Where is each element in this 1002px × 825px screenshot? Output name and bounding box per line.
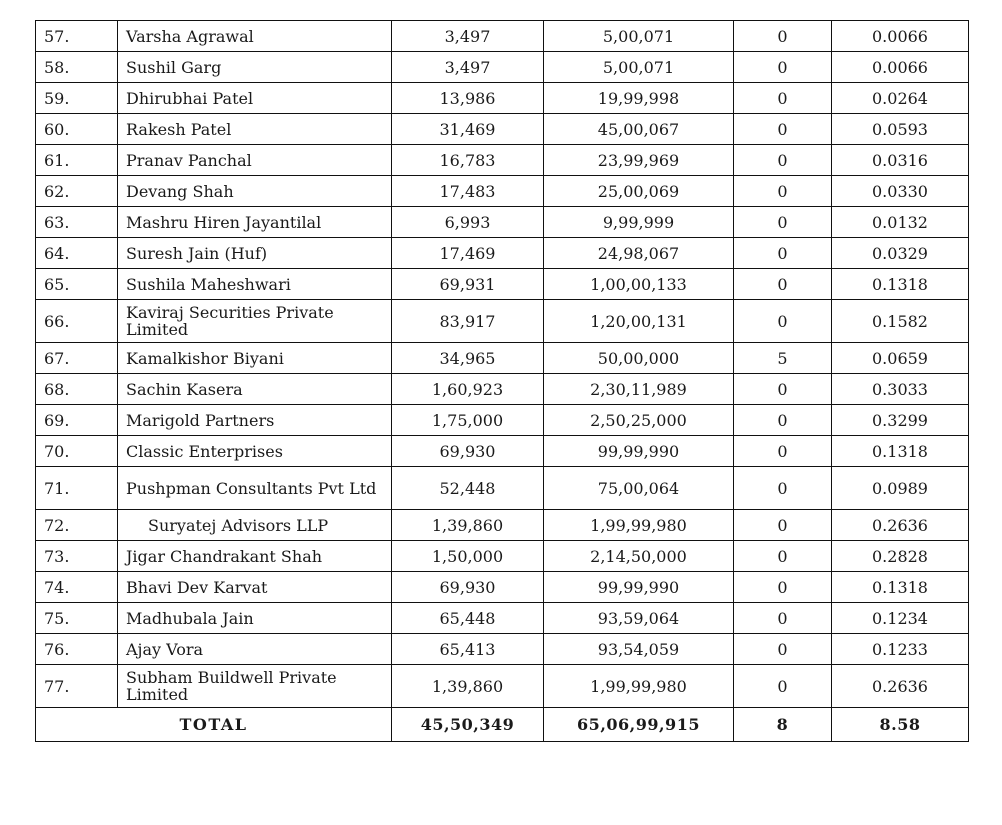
- percentage: 0.1233: [832, 634, 969, 665]
- equity-shares: 17,469: [392, 238, 544, 269]
- percentage: 0.0659: [832, 343, 969, 374]
- allottee-name: Bhavi Dev Karvat: [118, 572, 392, 603]
- serial-number: 69.: [36, 405, 118, 436]
- amount: 24,98,067: [544, 238, 734, 269]
- percentage: 0.1318: [832, 269, 969, 300]
- total-equity-shares: 45,50,349: [392, 708, 544, 742]
- amount: 2,14,50,000: [544, 541, 734, 572]
- column-value: 0: [734, 52, 832, 83]
- table-row: [36, 541, 969, 572]
- serial-number: 72.: [36, 510, 118, 541]
- allottee-name: Ajay Vora: [118, 634, 392, 665]
- table-row: [36, 436, 969, 467]
- table-row: [36, 21, 969, 52]
- column-value: 0: [734, 114, 832, 145]
- column-value: 0: [734, 374, 832, 405]
- column-value: 0: [734, 176, 832, 207]
- amount: 75,00,064: [544, 467, 734, 510]
- column-value: 0: [734, 541, 832, 572]
- equity-shares: 16,783: [392, 145, 544, 176]
- column-value: 5: [734, 343, 832, 374]
- equity-shares: 65,448: [392, 603, 544, 634]
- percentage: 0.3299: [832, 405, 969, 436]
- column-value: 0: [734, 436, 832, 467]
- column-value: 0: [734, 238, 832, 269]
- allottee-name: Pushpman Consultants Pvt Ltd: [118, 467, 392, 510]
- percentage: 0.0066: [832, 52, 969, 83]
- equity-shares: 52,448: [392, 467, 544, 510]
- amount: 25,00,069: [544, 176, 734, 207]
- total-row: [36, 708, 969, 742]
- amount: 23,99,969: [544, 145, 734, 176]
- table-row: [36, 467, 969, 510]
- percentage: 0.0132: [832, 207, 969, 238]
- column-value: 0: [734, 510, 832, 541]
- serial-number: 59.: [36, 83, 118, 114]
- allottee-name: Madhubala Jain: [118, 603, 392, 634]
- allottee-name: Rakesh Patel: [118, 114, 392, 145]
- serial-number: 58.: [36, 52, 118, 83]
- equity-shares: 13,986: [392, 83, 544, 114]
- allottee-name: Marigold Partners: [118, 405, 392, 436]
- total-column-value: 8: [734, 708, 832, 742]
- column-value: 0: [734, 665, 832, 708]
- column-value: 0: [734, 300, 832, 343]
- table-row: [36, 114, 969, 145]
- table-row: [36, 510, 969, 541]
- equity-shares: 34,965: [392, 343, 544, 374]
- amount: 19,99,998: [544, 83, 734, 114]
- percentage: 0.1582: [832, 300, 969, 343]
- percentage: 0.0330: [832, 176, 969, 207]
- allottee-name: Sachin Kasera: [118, 374, 392, 405]
- equity-shares: 3,497: [392, 21, 544, 52]
- serial-number: 68.: [36, 374, 118, 405]
- column-value: 0: [734, 467, 832, 510]
- amount: 93,54,059: [544, 634, 734, 665]
- allottee-name: Kamalkishor Biyani: [118, 343, 392, 374]
- equity-shares: 69,931: [392, 269, 544, 300]
- equity-shares: 31,469: [392, 114, 544, 145]
- amount: 5,00,071: [544, 21, 734, 52]
- table-row: [36, 145, 969, 176]
- column-value: 0: [734, 21, 832, 52]
- allottee-name: Pranav Panchal: [118, 145, 392, 176]
- serial-number: 62.: [36, 176, 118, 207]
- equity-shares: 3,497: [392, 52, 544, 83]
- percentage: 0.3033: [832, 374, 969, 405]
- serial-number: 64.: [36, 238, 118, 269]
- allottee-name: Kaviraj Securities Private Limited: [118, 300, 392, 343]
- table-row: [36, 343, 969, 374]
- equity-shares: 1,60,923: [392, 374, 544, 405]
- allottee-table: [35, 20, 969, 742]
- percentage: 0.1318: [832, 436, 969, 467]
- allottee-table-body: [36, 21, 969, 742]
- serial-number: 60.: [36, 114, 118, 145]
- table-row: [36, 603, 969, 634]
- allottee-name: Varsha Agrawal: [118, 21, 392, 52]
- table-row: [36, 665, 969, 708]
- serial-number: 65.: [36, 269, 118, 300]
- column-value: 0: [734, 603, 832, 634]
- total-label: TOTAL: [36, 708, 392, 742]
- percentage: 0.1234: [832, 603, 969, 634]
- equity-shares: 83,917: [392, 300, 544, 343]
- percentage: 0.0593: [832, 114, 969, 145]
- column-value: 0: [734, 572, 832, 603]
- equity-shares: 1,50,000: [392, 541, 544, 572]
- allottee-name: Subham Buildwell Private Limited: [118, 665, 392, 708]
- table-row: [36, 374, 969, 405]
- equity-shares: 1,75,000: [392, 405, 544, 436]
- amount: 1,99,99,980: [544, 665, 734, 708]
- table-row: [36, 207, 969, 238]
- allottee-name: Sushila Maheshwari: [118, 269, 392, 300]
- percentage: 0.0316: [832, 145, 969, 176]
- column-value: 0: [734, 207, 832, 238]
- serial-number: 57.: [36, 21, 118, 52]
- amount: 1,99,99,980: [544, 510, 734, 541]
- column-value: 0: [734, 269, 832, 300]
- amount: 93,59,064: [544, 603, 734, 634]
- table-row: [36, 176, 969, 207]
- serial-number: 66.: [36, 300, 118, 343]
- serial-number: 73.: [36, 541, 118, 572]
- table-row: [36, 300, 969, 343]
- percentage: 0.2636: [832, 665, 969, 708]
- amount: 9,99,999: [544, 207, 734, 238]
- serial-number: 74.: [36, 572, 118, 603]
- allottee-name: Suryatej Advisors LLP: [118, 510, 392, 541]
- percentage: 0.0264: [832, 83, 969, 114]
- table-row: [36, 634, 969, 665]
- amount: 1,00,00,133: [544, 269, 734, 300]
- column-value: 0: [734, 405, 832, 436]
- allottee-name: Jigar Chandrakant Shah: [118, 541, 392, 572]
- column-value: 0: [734, 634, 832, 665]
- amount: 2,30,11,989: [544, 374, 734, 405]
- total-percentage: 8.58: [832, 708, 969, 742]
- serial-number: 76.: [36, 634, 118, 665]
- percentage: 0.2828: [832, 541, 969, 572]
- percentage: 0.1318: [832, 572, 969, 603]
- serial-number: 70.: [36, 436, 118, 467]
- serial-number: 71.: [36, 467, 118, 510]
- percentage: 0.0989: [832, 467, 969, 510]
- percentage: 0.0066: [832, 21, 969, 52]
- allottee-name: Suresh Jain (Huf): [118, 238, 392, 269]
- equity-shares: 69,930: [392, 572, 544, 603]
- table-row: [36, 269, 969, 300]
- equity-shares: 65,413: [392, 634, 544, 665]
- total-amount: 65,06,99,915: [544, 708, 734, 742]
- equity-shares: 6,993: [392, 207, 544, 238]
- column-value: 0: [734, 145, 832, 176]
- table-row: [36, 83, 969, 114]
- allottee-name: Sushil Garg: [118, 52, 392, 83]
- serial-number: 61.: [36, 145, 118, 176]
- amount: 1,20,00,131: [544, 300, 734, 343]
- allottee-name: Mashru Hiren Jayantilal: [118, 207, 392, 238]
- table-row: [36, 405, 969, 436]
- amount: 5,00,071: [544, 52, 734, 83]
- percentage: 0.2636: [832, 510, 969, 541]
- table-row: [36, 572, 969, 603]
- serial-number: 63.: [36, 207, 118, 238]
- allottee-name: Devang Shah: [118, 176, 392, 207]
- equity-shares: 1,39,860: [392, 510, 544, 541]
- equity-shares: 69,930: [392, 436, 544, 467]
- amount: 2,50,25,000: [544, 405, 734, 436]
- table-row: [36, 238, 969, 269]
- equity-shares: 1,39,860: [392, 665, 544, 708]
- amount: 99,99,990: [544, 436, 734, 467]
- amount: 99,99,990: [544, 572, 734, 603]
- percentage: 0.0329: [832, 238, 969, 269]
- amount: 45,00,067: [544, 114, 734, 145]
- allottee-name: Dhirubhai Patel: [118, 83, 392, 114]
- table-row: [36, 52, 969, 83]
- amount: 50,00,000: [544, 343, 734, 374]
- equity-shares: 17,483: [392, 176, 544, 207]
- serial-number: 75.: [36, 603, 118, 634]
- serial-number: 67.: [36, 343, 118, 374]
- column-value: 0: [734, 83, 832, 114]
- allottee-name: Classic Enterprises: [118, 436, 392, 467]
- serial-number: 77.: [36, 665, 118, 708]
